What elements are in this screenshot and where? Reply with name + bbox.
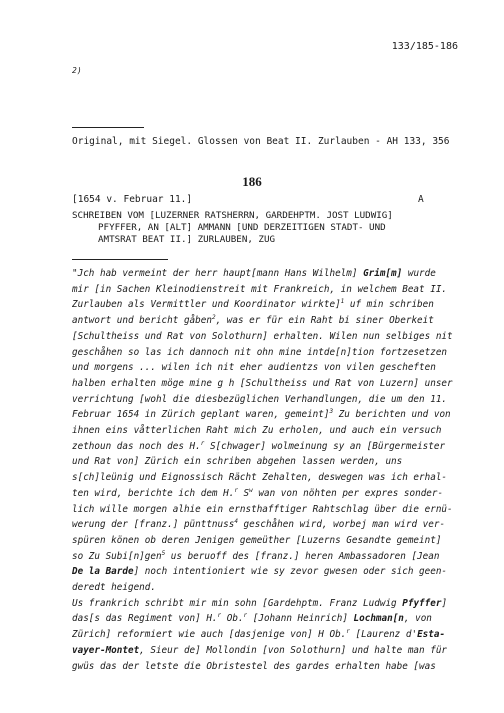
footnote-divider	[72, 127, 144, 128]
text-run: lich wille morgen alhie ein ernsthafftiger Rahtschlag über die ernü-	[72, 503, 453, 515]
body-line	[72, 486, 462, 502]
text-run: mir [in Sachen Kleinodienstreit mit Frankreich, in welchem Beat II.	[72, 283, 448, 295]
body-line	[72, 564, 462, 580]
text-run: und morgens ... wilen ich nit eher audientzs von vilen gescheften	[72, 362, 436, 374]
page-reference: 133/185-186	[391, 41, 458, 52]
text-run: zethoun das noch des H.	[72, 440, 201, 452]
body-line	[72, 611, 462, 627]
text-run: ten wird, berichte ich dem H.	[72, 487, 235, 499]
bold-name: Esta-	[417, 629, 446, 641]
footnote-ref: r	[217, 612, 222, 620]
text-run: gwüs das der letste die Obristestel des gardes erhalten habe [was	[72, 660, 436, 672]
text-run: verrichtung [wohl die diesbezüglichen Verhandlungen, die um den 11.	[72, 393, 448, 405]
body-line	[72, 596, 462, 612]
footnote-ref: r	[346, 628, 350, 636]
text-run: , Sieur de] Mollondin [von Solothurn] und halte man für	[139, 644, 448, 656]
body-line	[72, 439, 462, 455]
text-run: [Johann Heinrich]	[247, 613, 354, 625]
text-run: us beruoff des [franz.] heren Ambassadoren [Jean	[165, 550, 440, 562]
body-line	[72, 659, 462, 675]
bold-name: De la Barde	[72, 566, 134, 578]
body-line	[72, 643, 462, 659]
body-line	[72, 627, 462, 643]
text-run: s[ch]leünig und Eignossisch Rächt Zehalten, deswegen was ich erhal-	[72, 472, 448, 484]
text-run: Ob.	[221, 613, 244, 625]
text-run: deredt heigend.	[72, 582, 156, 594]
footnote-ref: 5	[161, 549, 166, 557]
document-letter: A	[418, 194, 424, 205]
text-run: geschåhen so las ich dannoch nit ohn mine intde[n]tion fortzesetzen	[72, 346, 448, 358]
body-line	[72, 533, 462, 549]
footnote-ref: r	[200, 439, 205, 447]
text-run: wan von nöhten per expres sonder-	[252, 487, 444, 499]
text-run: so Zu Subi[n]gen	[72, 550, 162, 562]
body-line	[72, 282, 462, 298]
bold-name: Pfyffer	[402, 597, 442, 609]
source-note: Original, mit Siegel. Glossen von Beat II. Zurlauben - AH 133, 356	[72, 136, 450, 147]
footnote-ref: 4	[234, 518, 238, 526]
bold-name: Lochman[n	[353, 613, 404, 625]
body-line	[72, 454, 462, 470]
footnote-ref: r	[234, 486, 238, 494]
text-run: Zurlauben als Vermittler und Koordinator wirkte]	[72, 299, 341, 311]
body-line	[72, 360, 462, 376]
text-run: ]	[441, 597, 448, 609]
text-run: Zürich] reformiert wie auch [dasjenige von] H Ob.	[72, 629, 347, 641]
text-run: ihnen eins våtterlichen Raht mich Zu erholen, und auch ein versuch	[72, 425, 442, 437]
heading-divider	[72, 259, 168, 260]
text-run: spüren könen ob deren Jenigen gemeüther [Luzerns Gesandte gemeint]	[72, 534, 442, 546]
text-run: , was er für ein Raht bi siner Oberkeit	[215, 315, 434, 327]
bold-name: Grim[m]	[363, 268, 403, 279]
footnote-marker: 2)	[72, 66, 82, 75]
body-line	[72, 423, 462, 439]
body-line	[72, 313, 462, 329]
text-run: S[chwager] wolmeinung sy an [Bürgermeister	[204, 440, 446, 452]
footnote-ref: 1	[340, 298, 345, 306]
body-line	[72, 329, 462, 345]
document-number: 186	[242, 174, 262, 189]
text-run: antwort und bericht gåben	[72, 315, 212, 327]
document-heading	[72, 210, 393, 246]
body-line	[72, 502, 462, 518]
body-line	[72, 470, 462, 486]
text-run: ] noch intentioniert wie sy zevor gwesen oder sich geen-	[133, 566, 448, 578]
body-line	[72, 376, 462, 392]
text-run: halben erhalten möge mine g h [Schultheiss und Rat von Luzern] unser	[72, 377, 453, 389]
text-run: wurde	[402, 268, 436, 279]
bold-name: vayer-Montet	[72, 644, 140, 656]
footnote-ref: w	[249, 486, 253, 494]
body-line	[72, 549, 462, 565]
text-run: Us frankrich schribt mir min sohn [Gardehptm. Franz Ludwig	[72, 597, 403, 609]
footnote-ref: r	[243, 612, 248, 620]
text-run: und Rat von] Zürich ein schriben abgehen lassen werden, uns	[72, 456, 403, 468]
footnote-ref: 3	[329, 408, 334, 416]
text-run: S	[237, 487, 250, 499]
text-run: , von	[403, 613, 432, 625]
text-run: [Laurenz d'	[349, 629, 418, 641]
body-line	[72, 266, 462, 282]
body-line	[72, 407, 462, 423]
heading-line: SCHREIBEN VOM [LUZERNER RATSHERRN, GARDEHPTM. JOST LUDWIG]	[72, 210, 393, 221]
body-line	[72, 297, 462, 313]
heading-line: AMTSRAT BEAT II.] ZURLAUBEN, ZUG	[98, 234, 276, 245]
document-date: [1654 v. Februar 11.]	[72, 194, 193, 205]
body-line	[72, 345, 462, 361]
text-run: das[s das Regiment von] H.	[72, 613, 218, 625]
text-run: Zu berichten und von	[333, 409, 451, 421]
body-line	[72, 392, 462, 408]
body-line	[72, 580, 462, 596]
text-run: Februar 1654 in Zürich geplant waren, gemeint]	[72, 409, 330, 421]
text-run: geschåhen wird, worbej man wird ver-	[237, 519, 446, 531]
body-line	[72, 517, 462, 533]
heading-line: PFYFFER, AN [ALT] AMMANN [UND DERZEITIGEN STADT- UND	[98, 222, 386, 233]
letter-body	[72, 266, 462, 674]
footnote-ref: 2	[211, 314, 216, 322]
text-run: [Schultheiss und Rat von Solothurn] erhalten. Wilen nun selbiges nit	[72, 330, 453, 342]
text-run: werung der [franz.] pünttnuss	[72, 519, 235, 531]
text-run: uf min schriben	[344, 299, 434, 311]
text-run: "Jch hab vermeint der herr haupt[mann Hans Wilhelm]	[72, 268, 364, 279]
